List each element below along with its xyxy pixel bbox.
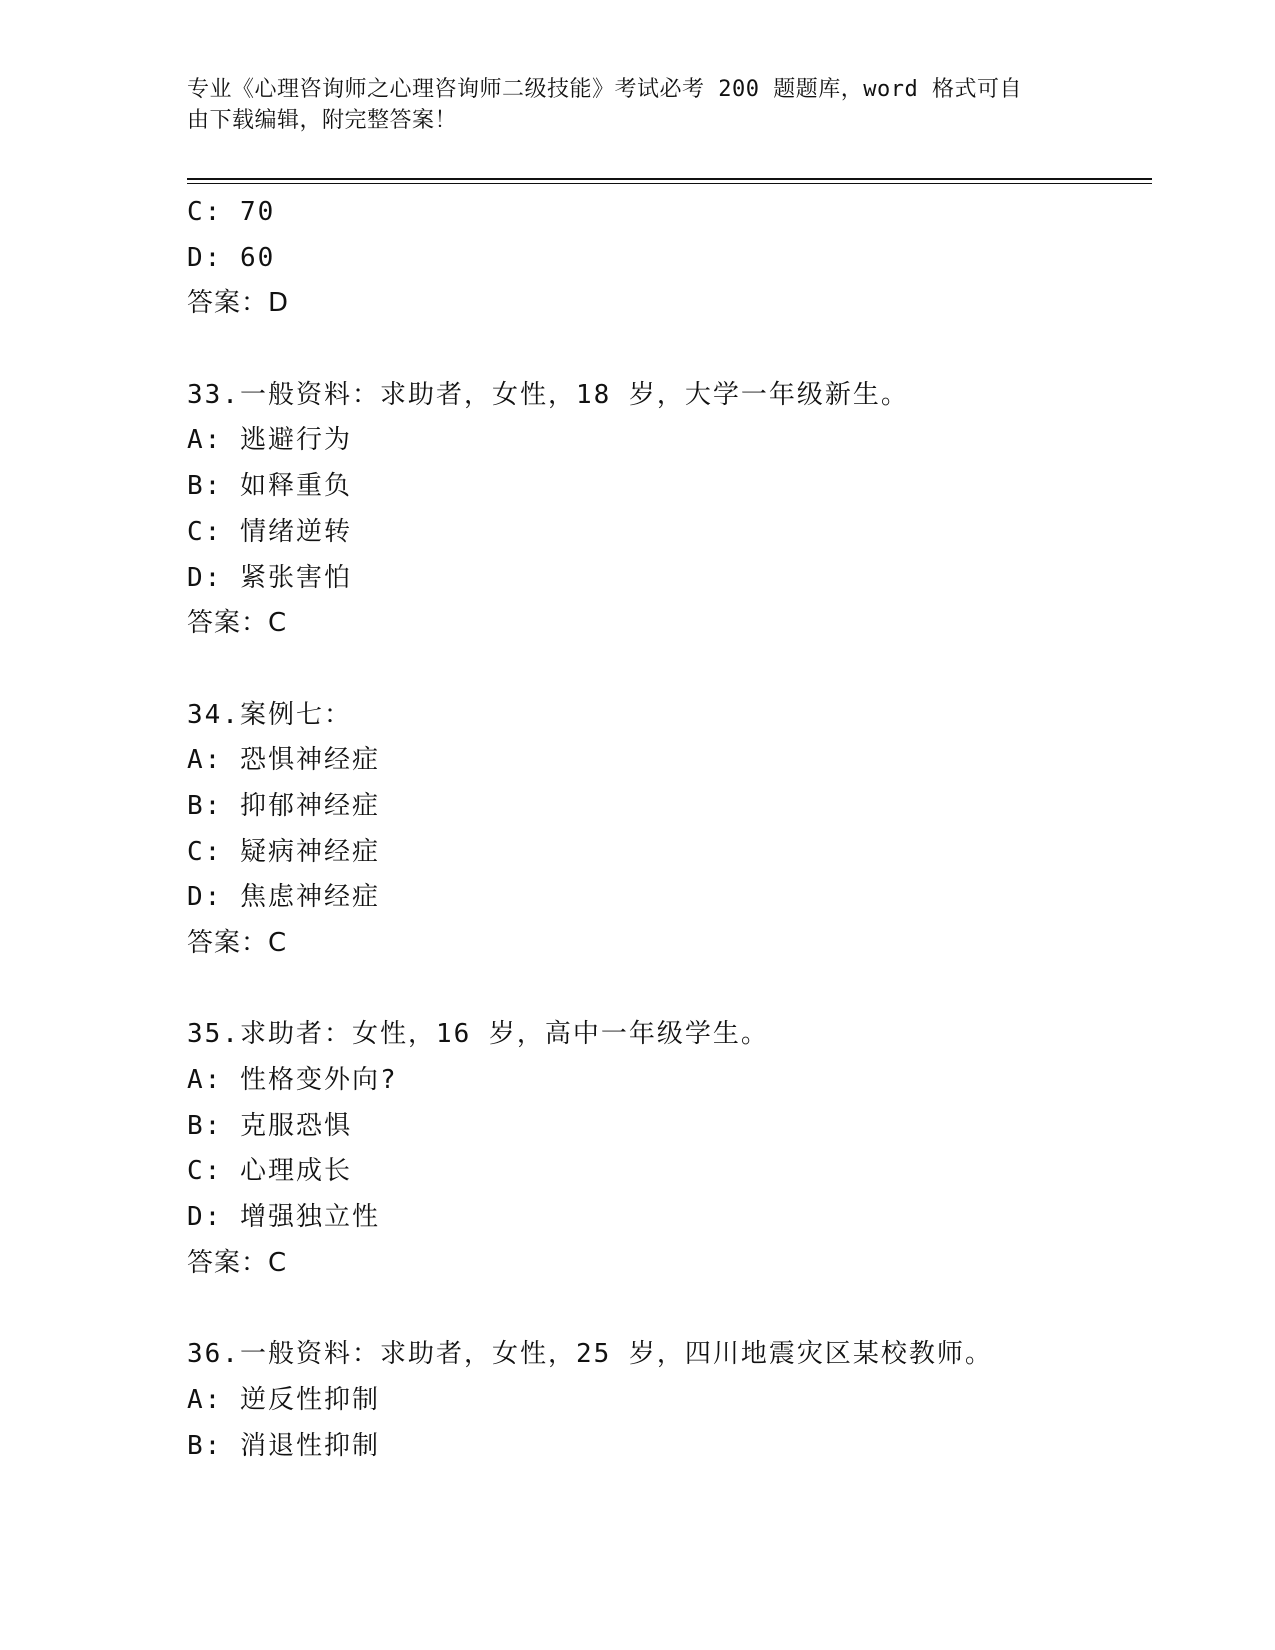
spacer	[187, 967, 1152, 1013]
answer: 答案：C	[187, 1247, 288, 1278]
option-b: B: 如释重负	[187, 471, 352, 502]
header-line-1: 专业《心理咨询师之心理咨询师二级技能》考试必考 200 题题库，word 格式可自	[187, 77, 1022, 102]
option-b: B: 克服恐惧	[187, 1110, 352, 1141]
option-d: D: 焦虑神经症	[187, 882, 380, 913]
question-stem: 33.一般资料：求助者，女性，18 岁，大学一年级新生。	[187, 379, 909, 410]
spacer	[187, 647, 1152, 693]
option-b: B: 抑郁神经症	[187, 790, 380, 821]
document-header	[187, 74, 1067, 136]
spacer	[187, 327, 1152, 373]
option-a: A: 逃避行为	[187, 425, 352, 456]
option-c: C: 心理成长	[187, 1156, 352, 1187]
question-list	[187, 190, 1152, 1469]
answer: 答案：C	[187, 928, 288, 958]
option-b: B: 消退性抑制	[187, 1430, 380, 1461]
option-d: D: 增强独立性	[187, 1202, 380, 1233]
option-a: A: 逆反性抑制	[187, 1384, 380, 1415]
header-line-2: 由下载编辑，附完整答案！	[187, 108, 458, 133]
option-c: C: 70	[187, 197, 276, 227]
option-a: A: 性格变外向?	[187, 1065, 398, 1096]
option-d: D: 60	[187, 242, 276, 273]
question-stem: 36.一般资料：求助者，女性，25 岁，四川地震灾区某校教师。	[187, 1339, 993, 1370]
header-divider-thick	[187, 178, 1152, 180]
question-stem: 34.案例七：	[187, 699, 352, 730]
answer: 答案：C	[187, 608, 288, 639]
option-c: C: 情绪逆转	[187, 516, 352, 547]
answer: 答案：D	[187, 288, 290, 319]
header-divider-thin	[187, 183, 1152, 184]
spacer	[187, 1287, 1152, 1333]
option-d: D: 紧张害怕	[187, 562, 352, 593]
option-c: C: 疑病神经症	[187, 836, 380, 867]
option-a: A: 恐惧神经症	[187, 745, 380, 776]
question-stem: 35.求助者：女性，16 岁，高中一年级学生。	[187, 1019, 769, 1050]
